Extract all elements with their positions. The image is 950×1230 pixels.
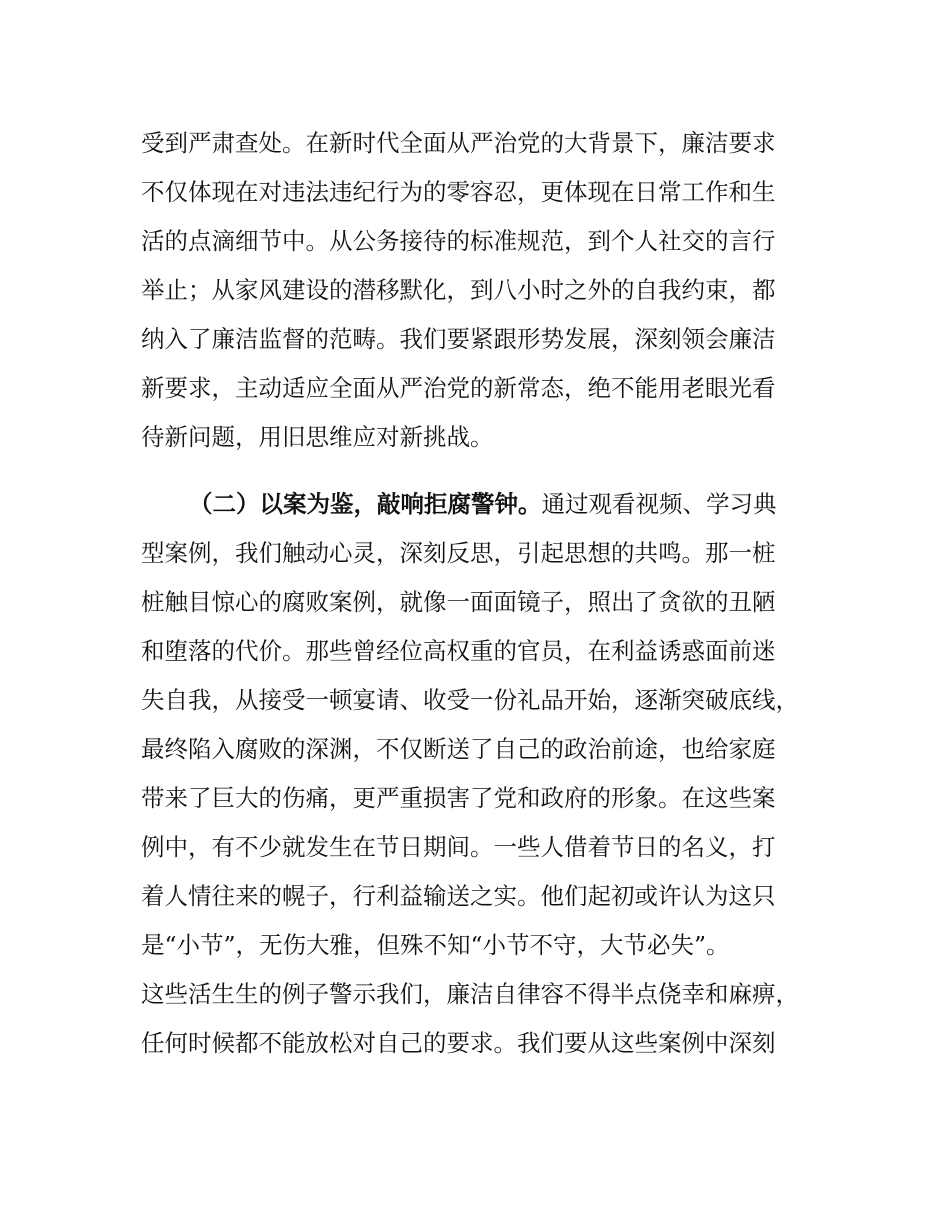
heading-line-rest: 通过观看视频、学习典 [541, 490, 777, 518]
text-line: 例中，有不少就发生在节日期间。一些人借着节日的名义，打 [141, 833, 776, 861]
text-line: 型案例，我们触动心灵，深刻反思，引起思想的共鸣。那一桩 [141, 539, 776, 567]
text-line: 受到严肃查处。在新时代全面从严治党的大背景下，廉洁要求 [141, 129, 776, 157]
text-line: 待新问题，用旧思维应对新挑战。 [141, 423, 494, 451]
text-line: 和堕落的代价。那些曾经位高权重的官员，在利益诱惑面前迷 [141, 637, 776, 665]
text-line: 失自我，从接受一顿宴请、收受一份礼品开始，逐渐突破底线， [141, 686, 799, 714]
text-line: 举止；从家风建设的潜移默化，到八小时之外的自我约束，都 [141, 276, 776, 304]
text-line: 活的点滴细节中。从公务接待的标准规范，到个人社交的言行 [141, 227, 776, 255]
text-line: 带来了巨大的伤痛，更严重损害了党和政府的形象。在这些案 [141, 784, 776, 812]
section-heading: （二）以案为鉴，敲响拒腐警钟。 [189, 490, 542, 518]
text-line: 这些活生生的例子警示我们，廉洁自律容不得半点侥幸和麻痹， [141, 980, 799, 1008]
text-line: 着人情往来的幌子，行利益输送之实。他们起初或许认为这只 [141, 882, 776, 910]
text-line: 纳入了廉洁监督的范畴。我们要紧跟形势发展，深刻领会廉洁 [141, 325, 776, 353]
text-line: 最终陷入腐败的深渊，不仅断送了自己的政治前途，也给家庭 [141, 735, 776, 763]
text-line: 是“小节”，无伤大雅，但殊不知“小节不守，大节必失”。 [141, 931, 730, 959]
paragraph-first-line [189, 484, 869, 524]
text-line: 新要求，主动适应全面从严治党的新常态，绝不能用老眼光看 [141, 374, 776, 402]
text-line: 任何时候都不能放松对自己的要求。我们要从这些案例中深刻 [141, 1029, 776, 1057]
text-line: 桩触目惊心的腐败案例，就像一面面镜子，照出了贪欲的丑陋 [141, 588, 776, 616]
text-line: 不仅体现在对违法违纪行为的零容忍，更体现在日常工作和生 [141, 178, 776, 206]
